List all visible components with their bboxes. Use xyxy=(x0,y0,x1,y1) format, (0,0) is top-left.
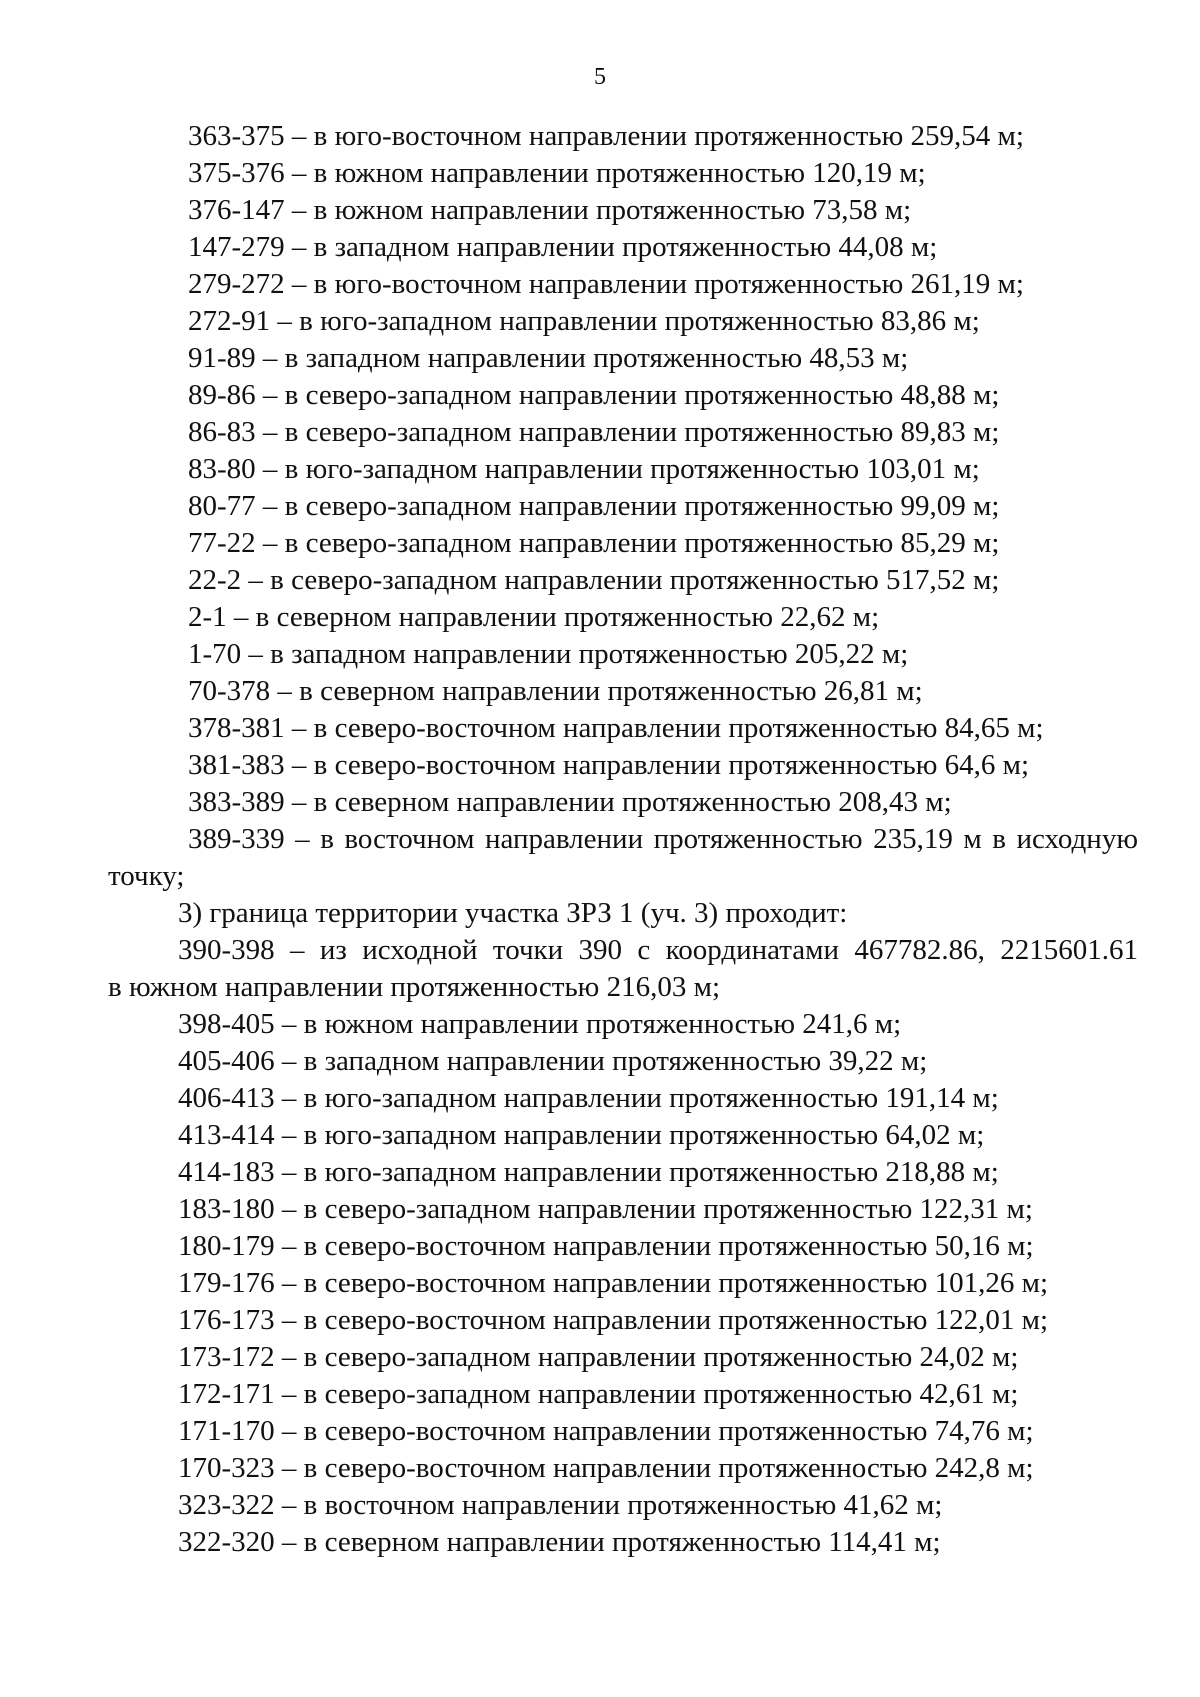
boundary-segment-line-closing-end: точку; xyxy=(108,860,185,892)
boundary-segment-line: 406-413 – в юго-западном направлении протяженностью 191,14 м; xyxy=(178,1082,999,1114)
boundary-segment-line: 77-22 – в северо-западном направлении протяженностью 85,29 м; xyxy=(188,527,1000,559)
boundary-segment-line: 171-170 – в северо-восточном направлении протяженностью 74,76 м; xyxy=(178,1415,1034,1447)
boundary-segment-line: 86-83 – в северо-западном направлении протяженностью 89,83 м; xyxy=(188,416,1000,448)
boundary-segment-line: 381-383 – в северо-восточном направлении протяженностью 64,6 м; xyxy=(188,749,1030,781)
boundary-segment-line: 180-179 – в северо-восточном направлении протяженностью 50,16 м; xyxy=(178,1230,1034,1262)
boundary-segment-line: 176-173 – в северо-восточном направлении протяженностью 122,01 м; xyxy=(178,1304,1049,1336)
boundary-segment-line: 383-389 – в северном направлении протяженностью 208,43 м; xyxy=(188,786,952,818)
boundary-segment-line: 89-86 – в северо-западном направлении протяженностью 48,88 м; xyxy=(188,379,1000,411)
boundary-segment-line: 398-405 – в южном направлении протяженностью 241,6 м; xyxy=(178,1008,902,1040)
boundary-segment-line: 83-80 – в юго-западном направлении протяженностью 103,01 м; xyxy=(188,453,980,485)
boundary-segment-line: 323-322 – в восточном направлении протяженностью 41,62 м; xyxy=(178,1489,943,1521)
boundary-segment-line: 2-1 – в северном направлении протяженностью 22,62 м; xyxy=(188,601,880,633)
boundary-segment-line: 378-381 – в северо-восточном направлении протяженностью 84,65 м; xyxy=(188,712,1044,744)
boundary-segment-line: 173-172 – в северо-западном направлении протяженностью 24,02 м; xyxy=(178,1341,1019,1373)
boundary-segment-line: 376-147 – в южном направлении протяженностью 73,58 м; xyxy=(188,194,912,226)
boundary-segment-line: 414-183 – в юго-западном направлении протяженностью 218,88 м; xyxy=(178,1156,999,1188)
boundary-segment-line: 183-180 – в северо-западном направлении протяженностью 122,31 м; xyxy=(178,1193,1033,1225)
boundary-list-section-3 xyxy=(108,932,1138,1561)
boundary-segment-line: 272-91 – в юго-западном направлении протяженностью 83,86 м; xyxy=(188,305,980,337)
boundary-segment-line: 1-70 – в западном направлении протяженностью 205,22 м; xyxy=(188,638,909,670)
boundary-segment-line: 375-376 – в южном направлении протяженностью 120,19 м; xyxy=(188,157,926,189)
boundary-segment-line: 172-171 – в северо-западном направлении протяженностью 42,61 м; xyxy=(178,1378,1019,1410)
boundary-segment-line: 405-406 – в западном направлении протяженностью 39,22 м; xyxy=(178,1045,928,1077)
boundary-segment-line: 22-2 – в северо-западном направлении протяженностью 517,52 м; xyxy=(188,564,1000,596)
boundary-start-line: 390-398 – из исходной точки 390 с координатами 467782.86, 2215601.61 xyxy=(178,934,1138,966)
boundary-segment-line: 279-272 – в юго-восточном направлении протяженностью 261,19 м; xyxy=(188,268,1024,300)
boundary-segment-line: 363-375 – в юго-восточном направлении протяженностью 259,54 м; xyxy=(188,120,1024,152)
boundary-segment-line: 80-77 – в северо-западном направлении протяженностью 99,09 м; xyxy=(188,490,1000,522)
boundary-segment-line-closing: 389-339 – в восточном направлении протяженностью 235,19 м в исходную xyxy=(188,823,1138,855)
section-heading: 3) граница территории участка ЗРЗ 1 (уч. 3) проходит: xyxy=(178,897,848,929)
boundary-start-line-end: в южном направлении протяженностью 216,03 м; xyxy=(108,971,721,1003)
page-number: 5 xyxy=(594,64,606,90)
boundary-segment-line: 170-323 – в северо-восточном направлении протяженностью 242,8 м; xyxy=(178,1452,1034,1484)
boundary-segment-line: 70-378 – в северном направлении протяженностью 26,81 м; xyxy=(188,675,923,707)
boundary-segment-line: 413-414 – в юго-западном направлении протяженностью 64,02 м; xyxy=(178,1119,985,1151)
boundary-segment-line: 179-176 – в северо-восточном направлении протяженностью 101,26 м; xyxy=(178,1267,1049,1299)
document-body xyxy=(108,118,1138,1561)
boundary-segment-line: 322-320 – в северном направлении протяженностью 114,41 м; xyxy=(178,1526,941,1558)
boundary-segment-line: 91-89 – в западном направлении протяженностью 48,53 м; xyxy=(188,342,909,374)
boundary-list-section-2 xyxy=(108,118,1138,895)
boundary-segment-line: 147-279 – в западном направлении протяженностью 44,08 м; xyxy=(188,231,938,263)
